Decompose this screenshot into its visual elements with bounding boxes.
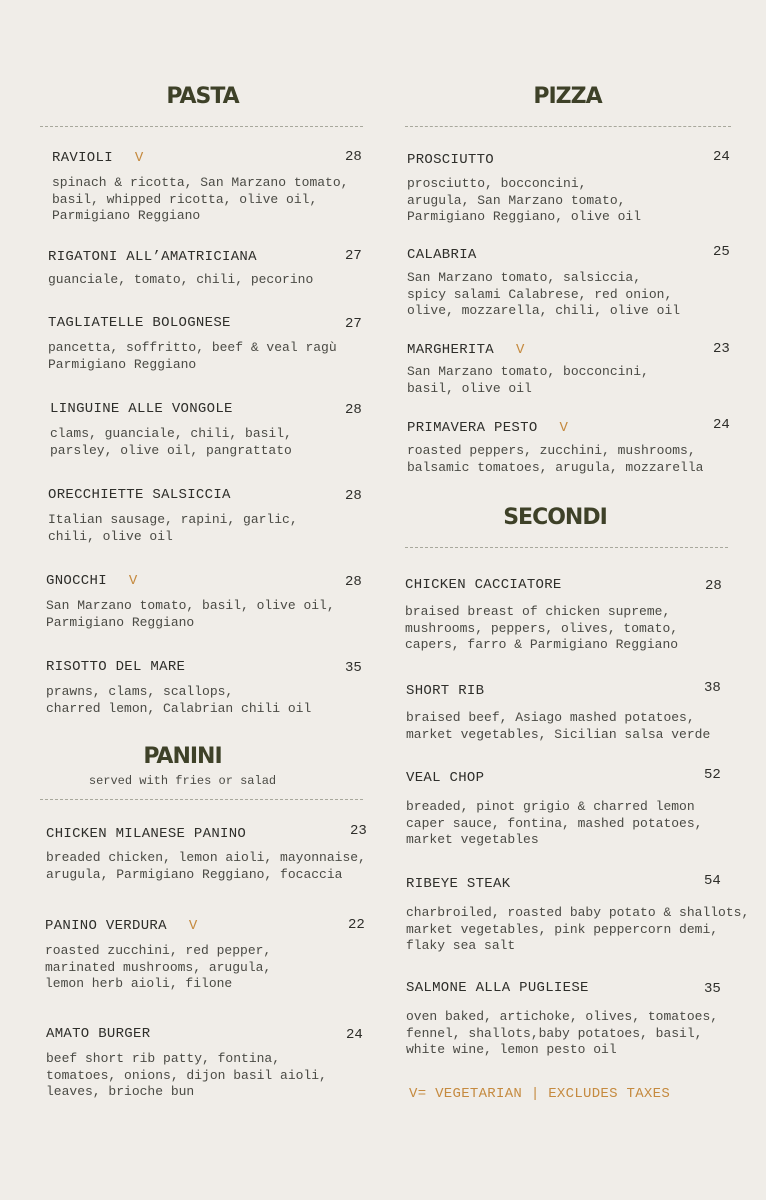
item-price: 23 (713, 341, 730, 357)
menu-item-ravioli (52, 149, 364, 225)
vegetarian-mark: V (188, 918, 198, 934)
item-name: SALMONE ALLA PUGLIESE (406, 980, 589, 996)
item-price: 38 (704, 680, 721, 696)
item-description: oven baked, artichoke, olives, tomatoes, fennel, shallots,baby potatoes, basil, white wine, lemon pesto oil (406, 1009, 719, 1057)
item-description: roasted zucchini, red pepper, marinated mushrooms, arugula, lemon herb aioli, filone (45, 943, 272, 991)
item-name: RAVIOLI (52, 150, 113, 166)
menu-item-amato-burger (46, 1025, 370, 1101)
menu-item-prosciutto (407, 151, 737, 226)
item-price: 25 (713, 244, 730, 260)
item-price: 22 (348, 917, 365, 933)
menu-item-tagliatelle (48, 314, 364, 373)
item-name: RIGATONI ALL’AMATRICIANA (48, 249, 257, 265)
secondi-divider (405, 547, 728, 548)
vegetarian-mark: V (516, 342, 525, 358)
item-price: 28 (345, 488, 362, 504)
item-description: pancetta, soffritto, beef & veal ragù Parmigiano Reggiano (48, 340, 337, 372)
item-description: San Marzano tomato, basil, olive oil, Parmigiano Reggiano (46, 598, 335, 630)
menu-footer-note: V= VEGETARIAN | EXCLUDES TAXES (409, 1086, 671, 1102)
item-price: 28 (705, 578, 722, 594)
item-price: 28 (345, 149, 362, 165)
item-price: 54 (704, 873, 721, 889)
item-name: ORECCHIETTE SALSICCIA (48, 487, 231, 503)
item-name: GNOCCHI (46, 573, 107, 589)
item-description: spinach & ricotta, San Marzano tomato, basil, whipped ricotta, olive oil, Parmigiano Reggiano (52, 175, 349, 223)
item-name: CALABRIA (407, 247, 477, 263)
item-name: RISOTTO DEL MARE (46, 659, 186, 675)
item-description: breaded, pinot grigio & charred lemon caper sauce, fontina, mashed potatoes, market vegetables (406, 799, 703, 847)
item-name: VEAL CHOP (406, 770, 485, 786)
item-name: RIBEYE STEAK (406, 876, 511, 892)
item-name: AMATO BURGER (46, 1026, 151, 1042)
item-name: PANINO VERDURA (45, 918, 167, 934)
item-price: 35 (345, 660, 362, 676)
item-price: 24 (713, 417, 730, 433)
item-price: 24 (713, 149, 730, 165)
menu-item-gnocchi (46, 572, 364, 631)
pasta-divider (40, 126, 363, 127)
secondi-title: SECONDI (503, 505, 607, 530)
item-price: 27 (345, 248, 362, 264)
menu-item-margherita (407, 341, 737, 397)
item-name: CHICKEN MILANESE PANINO (46, 826, 247, 842)
item-name: LINGUINE ALLE VONGOLE (50, 401, 233, 417)
item-name: CHICKEN CACCIATORE (405, 577, 562, 593)
menu-item-ribeye-steak (406, 875, 756, 955)
menu-item-rigatoni (48, 248, 364, 289)
item-description: breaded chicken, lemon aioli, mayonnaise, arugula, Parmigiano Reggiano, focaccia (46, 850, 366, 882)
item-name: TAGLIATELLE BOLOGNESE (48, 315, 231, 331)
item-price: 28 (345, 402, 362, 418)
panini-divider (40, 799, 363, 800)
item-description: beef short rib patty, fontina, tomatoes, onions, dijon basil aioli, leaves, brioche bun (46, 1051, 327, 1099)
menu-item-primavera-pesto (407, 419, 737, 476)
panini-title: PANINI (143, 744, 222, 769)
menu-item-veal-chop (406, 769, 746, 849)
item-name: PRIMAVERA PESTO (407, 420, 538, 436)
menu-item-panino-verdura (45, 917, 370, 993)
item-description: San Marzano tomato, salsiccia, spicy salami Calabrese, red onion, olive, mozzarella, chili, olive oil (407, 270, 681, 318)
item-description: braised beef, Asiago mashed potatoes, market vegetables, Sicilian salsa verde (406, 710, 711, 742)
item-description: guanciale, tomato, chili, pecorino (48, 272, 314, 287)
item-price: 23 (350, 823, 367, 839)
pasta-title: PASTA (166, 84, 239, 109)
menu-item-salmone (406, 979, 746, 1059)
item-description: prawns, clams, scallops, charred lemon, Calabrian chili oil (46, 684, 312, 716)
vegetarian-mark: V (128, 573, 138, 589)
item-description: clams, guanciale, chili, basil, parsley, olive oil, pangrattato (50, 426, 292, 458)
menu-item-calabria (407, 246, 737, 320)
menu-item-linguine (50, 400, 364, 459)
item-description: charbroiled, roasted baby potato & shallots, market vegetables, pink peppercorn demi, flaky sea salt (406, 905, 750, 953)
menu-item-short-rib (406, 682, 746, 743)
vegetarian-mark: V (134, 150, 144, 166)
item-name: SHORT RIB (406, 683, 485, 699)
item-price: 24 (346, 1027, 363, 1043)
item-description: San Marzano tomato, bocconcini, basil, olive oil (407, 364, 649, 396)
pizza-title: PIZZA (533, 84, 602, 109)
item-description: roasted peppers, zucchini, mushrooms, balsamic tomatoes, arugula, mozzarella (407, 443, 704, 475)
item-price: 28 (345, 574, 362, 590)
menu-item-risotto (46, 658, 364, 717)
item-price: 52 (704, 767, 721, 783)
item-description: braised breast of chicken supreme, mushrooms, peppers, olives, tomato, capers, farro & Parmigiano Reggiano (405, 604, 679, 652)
menu-item-chicken-cacciatore (405, 576, 745, 654)
item-description: prosciutto, bocconcini, arugula, San Marzano tomato, Parmigiano Reggiano, olive oil (407, 176, 642, 224)
item-description: Italian sausage, rapini, garlic, chili, olive oil (48, 512, 298, 544)
item-price: 35 (704, 981, 721, 997)
item-price: 27 (345, 316, 362, 332)
vegetarian-mark: V (559, 420, 569, 436)
panini-subtitle: served with fries or salad (88, 774, 277, 788)
item-name: MARGHERITA (407, 342, 495, 358)
menu-item-chicken-milanese (46, 825, 370, 883)
item-name: PROSCIUTTO (407, 152, 495, 168)
menu-item-orecchiette (48, 486, 364, 545)
pizza-divider (405, 126, 731, 127)
